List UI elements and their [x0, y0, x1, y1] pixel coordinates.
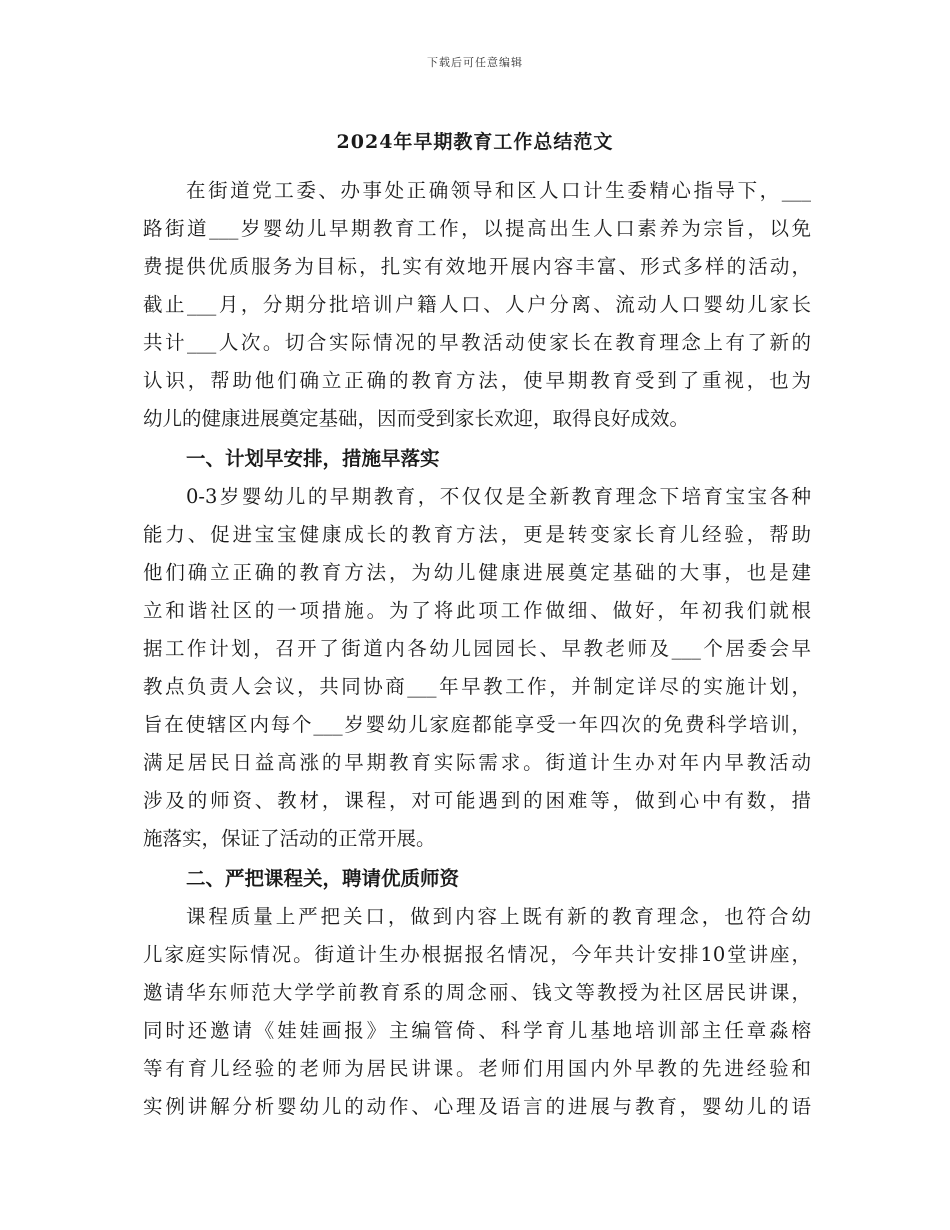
paragraph-line: 截止___月，分期分批培训户籍人口、人户分离、流动人口婴幼儿家长	[143, 293, 811, 316]
paragraph-line: 满足居民日益高涨的早期教育实际需求。街道计生办对年内早教活动	[143, 751, 811, 774]
section-heading	[143, 440, 811, 478]
paragraph-line: 实例讲解分析婴幼儿的动作、心理及语言的进展与教育，婴幼儿的语	[143, 1095, 811, 1118]
heading-text: 一、计划早安排，措施早落实	[186, 447, 440, 470]
paragraph-line: 共计___人次。切合实际情况的早教活动使家长在教育理念上有了新的	[143, 331, 811, 354]
paragraph-line: 在街道党工委、办事处正确领导和区人口计生委精心指导下，___	[186, 179, 811, 202]
heading-text: 二、严把课程关，聘请优质师资	[186, 867, 460, 890]
paragraph	[143, 172, 811, 438]
paragraph-line: 邀请华东师范大学学前教育系的周念丽、钱文等教授为社区居民讲课，	[143, 981, 811, 1004]
document-body	[143, 172, 811, 1126]
paragraph-line: 0-3岁婴幼儿的早期教育，不仅仅是全新教育理念下培育宝宝各种	[186, 485, 811, 508]
paragraph-line: 教点负责人会议，共同协商___年早教工作，并制定详尽的实施计划，	[143, 675, 811, 698]
paragraph-line: 涉及的师资、教材，课程，对可能遇到的困难等，做到心中有数，措	[143, 789, 811, 812]
paragraph-line: 施落实，保证了活动的正常开展。	[143, 827, 436, 850]
paragraph	[143, 898, 811, 1126]
paragraph-line: 幼儿的健康进展奠定基础，因而受到家长欢迎，取得良好成效。	[143, 407, 690, 430]
paragraph-line: 同时还邀请《娃娃画报》主编管倚、科学育儿基地培训部主任章淼榕	[143, 1019, 811, 1042]
paragraph-line: 课程质量上严把关口，做到内容上既有新的教育理念，也符合幼	[186, 905, 811, 928]
section-heading	[143, 860, 811, 898]
paragraph	[143, 478, 811, 858]
paragraph-line: 路街道___岁婴幼儿早期教育工作，以提高出生人口素养为宗旨，以免	[143, 217, 811, 240]
paragraph-line: 立和谐社区的一项措施。为了将此项工作做细、做好，年初我们就根	[143, 599, 811, 622]
paragraph-line: 据工作计划，召开了街道内各幼儿园园长、早教老师及___个居委会早	[143, 637, 811, 660]
page-title: 2024年早期教育工作总结范文	[336, 131, 614, 153]
header-note: 下载后可任意编辑	[427, 56, 523, 69]
paragraph-line: 他们确立正确的教育方法，为幼儿健康进展奠定基础的大事，也是建	[143, 561, 811, 584]
paragraph-line: 等有育儿经验的老师为居民讲课。老师们用国内外早教的先进经验和	[143, 1057, 811, 1080]
paragraph-line: 费提供优质服务为目标，扎实有效地开展内容丰富、形式多样的活动，	[143, 255, 811, 278]
paragraph-line: 认识，帮助他们确立正确的教育方法，使早期教育受到了重视，也为	[143, 369, 811, 392]
paragraph-line: 儿家庭实际情况。街道计生办根据报名情况，今年共计安排10堂讲座，	[143, 943, 811, 966]
paragraph-line: 旨在使辖区内每个___岁婴幼儿家庭都能享受一年四次的免费科学培训，	[143, 713, 811, 736]
paragraph-line: 能力、促进宝宝健康成长的教育方法，更是转变家长育儿经验，帮助	[143, 523, 811, 546]
